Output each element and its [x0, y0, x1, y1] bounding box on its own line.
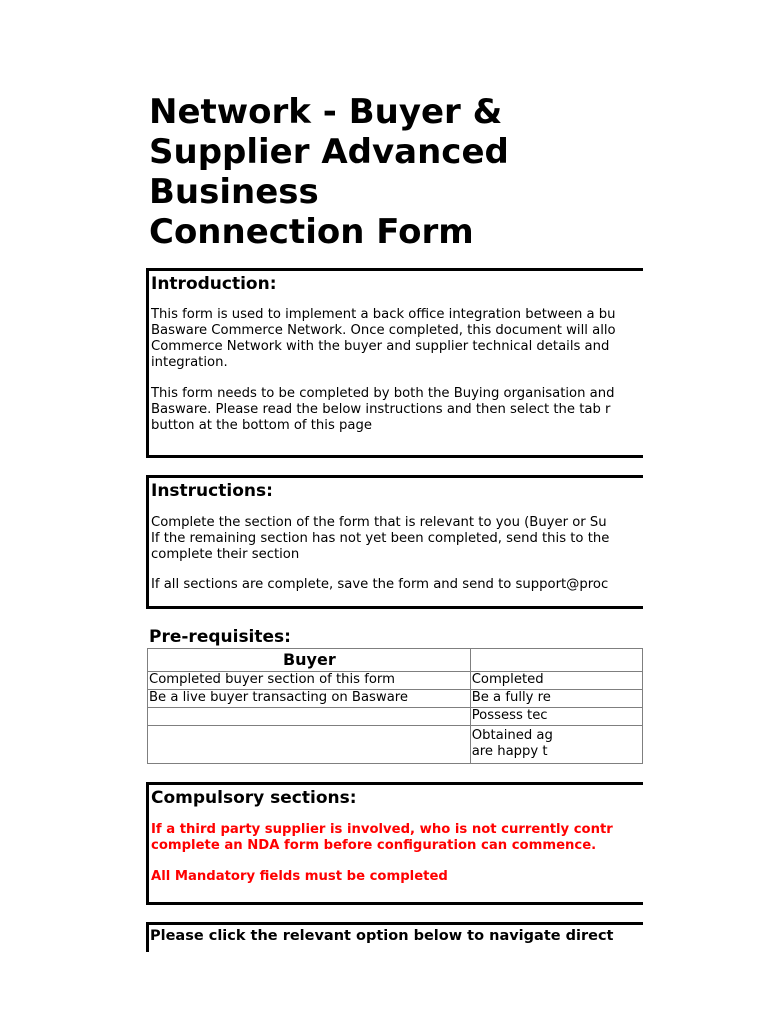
page-title [149, 92, 589, 252]
table-cell: Be a fully re [470, 690, 642, 708]
compulsory-panel [146, 782, 643, 905]
introduction-panel [146, 268, 643, 458]
table-cell-line: are happy t [471, 744, 548, 759]
navigation-prompt: Please click the relevant option below to navigate direct [150, 928, 614, 944]
nda-warning [151, 822, 643, 854]
table-cell-line: Obtained ag [471, 728, 553, 743]
prerequisites-table [147, 648, 643, 764]
title-line-2: Supplier Advanced [149, 132, 509, 172]
mandatory-text: All Mandatory fields must be completed [151, 869, 448, 884]
table-cell [148, 726, 471, 764]
instructions-text-line: If all sections are complete, save the form and send to support@proc [151, 577, 609, 592]
table-row [148, 690, 643, 708]
table-header-row [148, 649, 643, 672]
table-cell [148, 708, 471, 726]
introduction-text-line: integration. [151, 355, 228, 370]
compulsory-heading: Compulsory sections: [151, 788, 357, 808]
warning-text-line: If a third party supplier is involved, who is not currently contr [151, 822, 613, 837]
introduction-text-line: This form needs to be completed by both the Buying organisation and [151, 386, 615, 401]
table-row [148, 726, 643, 764]
title-line-1: Network - Buyer & [149, 92, 503, 132]
column-header-buyer: Buyer [148, 649, 471, 672]
instructions-text-line: If the remaining section has not yet been completed, send this to the [151, 531, 610, 546]
instructions-text-line: complete their section [151, 547, 300, 562]
introduction-text-line: Commerce Network with the buyer and supplier technical details and [151, 339, 610, 354]
table-cell: Completed [470, 672, 642, 690]
prerequisites-heading: Pre-requisites: [149, 627, 291, 647]
introduction-text-line: This form is used to implement a back office integration between a bu [151, 307, 616, 322]
introduction-text-line: button at the bottom of this page [151, 418, 372, 433]
table-row [148, 708, 643, 726]
instructions-paragraph-2 [151, 577, 643, 593]
instructions-paragraph-1 [151, 515, 643, 563]
introduction-paragraph-2 [151, 386, 643, 434]
introduction-text-line: Basware Commerce Network. Once completed, this document will allo [151, 323, 616, 338]
table-cell: Completed buyer section of this form [148, 672, 471, 690]
column-header-supplier [470, 649, 642, 672]
table-row [148, 672, 643, 690]
title-line-3: Business [149, 172, 319, 212]
introduction-paragraph-1 [151, 307, 643, 371]
warning-text-line: complete an NDA form before configuration can commence. [151, 838, 597, 853]
title-line-4: Connection Form [149, 212, 474, 252]
navigation-panel [146, 922, 643, 952]
table-cell-multiline [470, 726, 642, 764]
table-cell: Be a live buyer transacting on Basware [148, 690, 471, 708]
introduction-text-line: Basware. Please read the below instructions and then select the tab r [151, 402, 611, 417]
introduction-heading: Introduction: [151, 274, 277, 294]
table-cell: Possess tec [470, 708, 642, 726]
instructions-heading: Instructions: [151, 481, 273, 501]
instructions-text-line: Complete the section of the form that is relevant to you (Buyer or Su [151, 515, 607, 530]
instructions-panel [146, 475, 643, 609]
mandatory-fields-notice [151, 869, 643, 885]
